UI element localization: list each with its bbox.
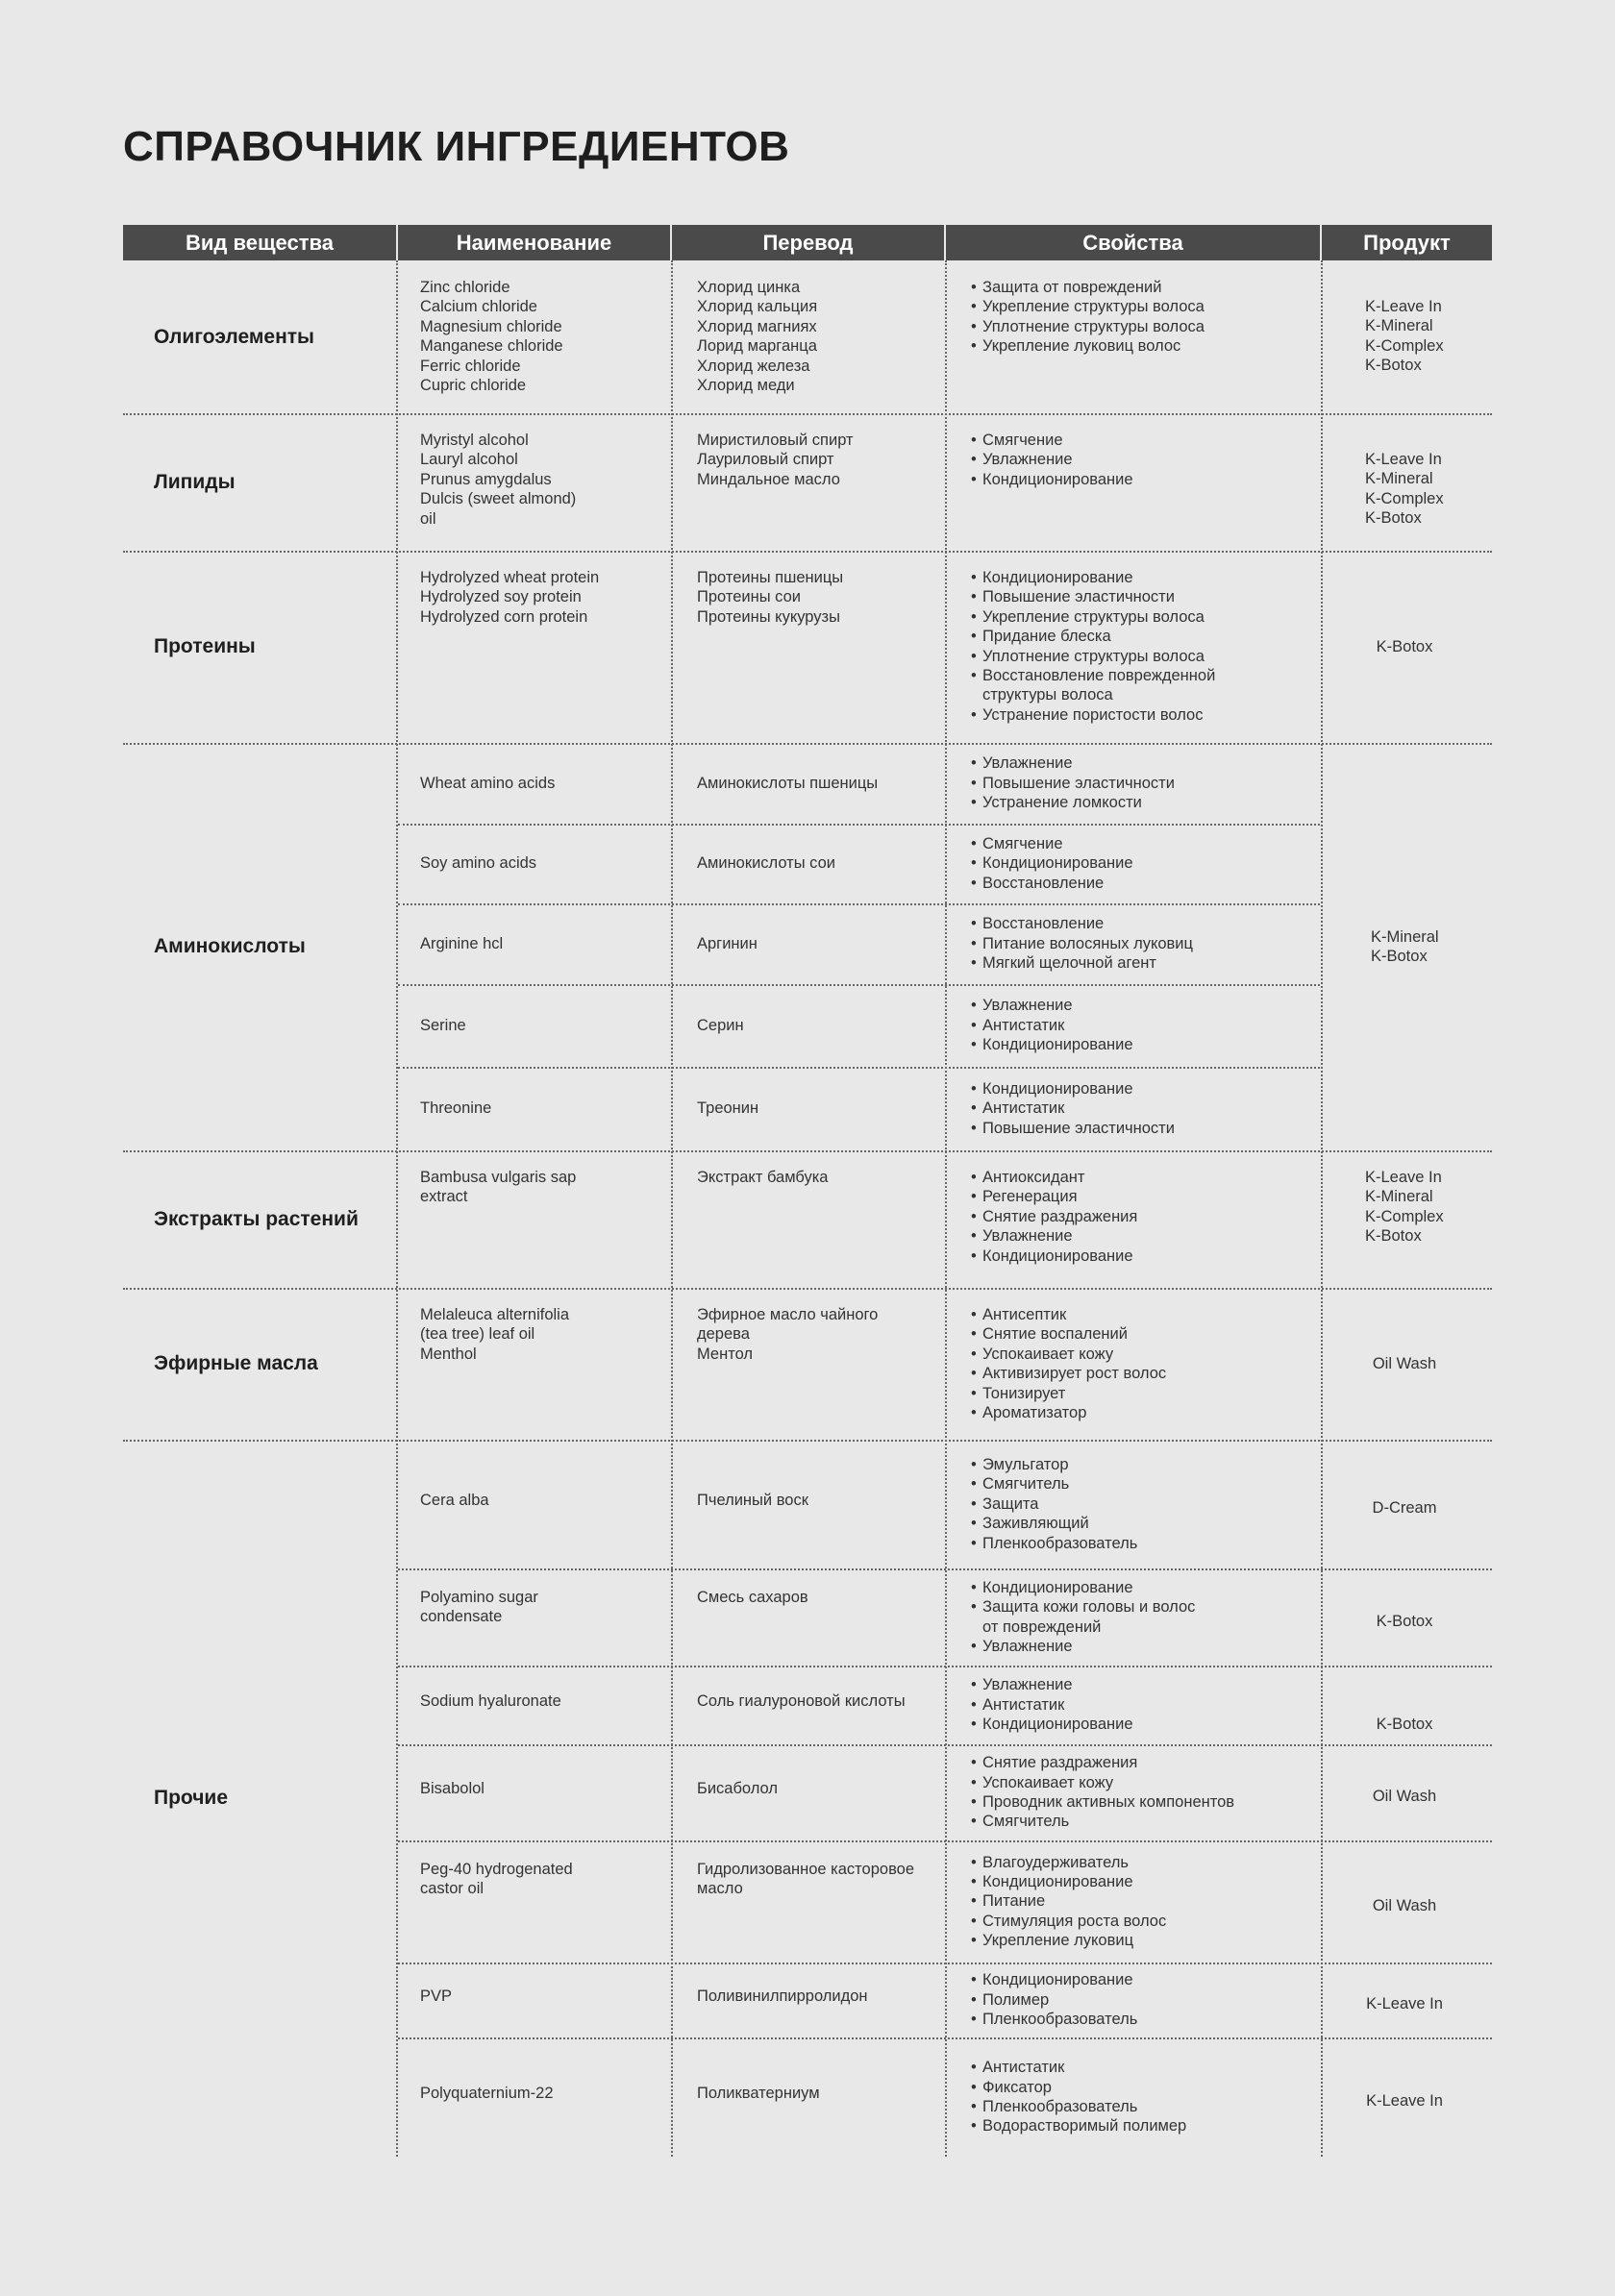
text-line: Поликватерниум: [697, 2084, 820, 2102]
row-divider: [398, 1840, 1492, 1842]
ingredient-translation: [697, 853, 835, 873]
text-line: K-Leave In: [1365, 1169, 1442, 1186]
row-divider: [398, 1067, 1320, 1069]
property-item: структуры волоса: [982, 686, 1113, 704]
text-line: Hydrolyzed wheat protein: [420, 569, 600, 586]
column-divider: [1321, 260, 1323, 2157]
property-item: • Кондиционирование: [971, 1970, 1137, 1989]
property-item: • Устранение ломкости: [971, 793, 1175, 812]
property-item: • Кондиционирование: [971, 1578, 1195, 1597]
text-line: Lauryl alcohol: [420, 451, 518, 469]
text-line: Протеины пшеницы: [697, 569, 844, 586]
property-item: • Регенерация: [971, 1187, 1137, 1206]
text-line: Dulcis (sweet almond): [420, 490, 577, 508]
ingredient-properties: [971, 1168, 1137, 1266]
category-label: Липиды: [154, 470, 236, 493]
ingredient-translation: [697, 1491, 808, 1510]
text-line: Melaleuca alternifolia: [420, 1306, 570, 1323]
text-line: Serine: [420, 1016, 466, 1034]
ingredient-properties: [971, 1455, 1137, 1553]
ingredient-properties: [971, 1079, 1175, 1138]
property-item: • Проводник активных компонентов: [971, 1792, 1234, 1812]
product-list: [1323, 637, 1486, 656]
text-line: K-Complex: [1365, 489, 1444, 507]
text-line: K-Mineral: [1365, 470, 1433, 488]
group-divider: [123, 551, 1492, 553]
property-item: • Водорастворимый полимер: [971, 2116, 1186, 2136]
product-list: [1371, 927, 1505, 967]
ingredient-properties: [971, 1853, 1166, 1951]
text-line: oil: [420, 509, 436, 528]
text-line: K-Complex: [1365, 1207, 1444, 1225]
product-label: K-Leave In: [1366, 1994, 1443, 2012]
ingredient-name: [420, 431, 576, 529]
product-label: K-Botox: [1376, 1612, 1433, 1630]
group-divider: [123, 1440, 1492, 1442]
group-divider: [123, 743, 1492, 745]
text-line: Menthol: [420, 1345, 477, 1363]
property-item: • Укрепление луковиц волос: [971, 336, 1205, 356]
ingredient-name: [420, 1099, 491, 1118]
text-line: Бисаболол: [697, 1779, 778, 1797]
property-item: • Кондиционирование: [971, 853, 1133, 873]
ingredient-name: [420, 568, 599, 627]
text-line: Поливинилпирролидон: [697, 1987, 868, 2005]
text-line: Аминокислоты сои: [697, 854, 835, 873]
property-item: • Пленкообразователь: [971, 1534, 1137, 1553]
property-item: • Защита: [971, 1494, 1137, 1514]
ingredient-properties: [971, 568, 1215, 725]
property-item: • Восстановление: [971, 914, 1193, 933]
ingredient-name: [420, 1168, 576, 1207]
product-list: [1323, 1354, 1486, 1373]
text-line: Хлорид магниях: [697, 317, 817, 335]
property-item: • Влагоудерживатель: [971, 1853, 1166, 1872]
text-line: Миристиловый спирт: [697, 432, 854, 449]
property-item: • Пленкообразователь: [971, 2010, 1137, 2029]
ingredient-translation: [697, 278, 817, 395]
property-item: • Восстановление поврежденной: [971, 666, 1215, 685]
property-item: • Стимуляция роста волос: [971, 1912, 1166, 1931]
text-line: Протеины сои: [697, 588, 801, 606]
ingredient-name: [420, 278, 563, 395]
text-line: Cera alba: [420, 1491, 489, 1509]
property-item: • Кондиционирование: [971, 1247, 1137, 1266]
text-line: Soy amino acids: [420, 854, 537, 873]
text-line: (tea tree) leaf oil: [420, 1325, 535, 1344]
property-item: • Увлажнение: [971, 450, 1133, 469]
ingredient-name: [420, 1491, 489, 1510]
text-line: Oil Wash: [1372, 1354, 1437, 1372]
text-line: K-Botox: [1365, 1227, 1422, 1246]
text-line: K-Mineral: [1365, 1188, 1433, 1206]
property-item: • Смягчение: [971, 431, 1133, 450]
property-item: • Снятие воспалений: [971, 1324, 1166, 1344]
text-line: K-Botox: [1365, 509, 1422, 528]
ingredient-translation: [697, 1691, 906, 1711]
text-line: Myristyl alcohol: [420, 432, 529, 449]
ingredient-translation: [697, 1168, 828, 1187]
text-line: Лорид марганца: [697, 337, 817, 356]
text-line: Polyamino sugar: [420, 1589, 538, 1606]
text-line: Magnesium chloride: [420, 317, 562, 335]
property-item: • Антисептик: [971, 1305, 1166, 1324]
property-item: • Увлажнение: [971, 1675, 1133, 1694]
property-item: • Снятие раздражения: [971, 1753, 1234, 1772]
property-item: • Мягкий щелочной агент: [971, 953, 1193, 973]
ingredient-properties: [971, 1675, 1133, 1734]
header-name: Наименование: [398, 225, 670, 260]
row-divider: [398, 984, 1320, 986]
property-item: • Питание волосяных луковиц: [971, 934, 1193, 953]
property-item: • Увлажнение: [971, 996, 1133, 1015]
text-line: Аминокислоты пшеницы: [697, 774, 879, 792]
ingredient-name: [420, 1588, 538, 1627]
ingredient-name: [420, 934, 503, 953]
ingredient-translation: [697, 568, 843, 627]
property-item: • Кондиционирование: [971, 1035, 1133, 1054]
property-item: • Увлажнение: [971, 1637, 1195, 1656]
property-item: • Уплотнение структуры волоса: [971, 317, 1205, 336]
property-item: • Смягчение: [971, 834, 1133, 853]
property-item: • Повышение эластичности: [971, 774, 1175, 793]
text-line: Аргинин: [697, 934, 758, 952]
property-item: • Уплотнение структуры волоса: [971, 647, 1215, 666]
category-label: Эфирные масла: [154, 1352, 318, 1374]
category-label: Прочие: [154, 1787, 229, 1809]
property-item: • Восстановление: [971, 874, 1133, 893]
text-line: Лауриловый спирт: [697, 451, 834, 469]
row-divider: [398, 1744, 1492, 1746]
text-line: K-Botox: [1371, 948, 1428, 965]
text-line: Протеины кукурузы: [697, 607, 840, 626]
row-divider: [398, 1568, 1492, 1570]
text-line: Соль гиалуроновой кислоты: [697, 1691, 906, 1710]
ingredient-translation: [697, 1860, 914, 1899]
property-item: • Укрепление луковиц: [971, 1931, 1166, 1950]
text-line: дерева: [697, 1325, 750, 1344]
text-line: Bisabolol: [420, 1779, 484, 1797]
text-line: K-Leave In: [1365, 451, 1442, 468]
ingredient-properties: [971, 1753, 1234, 1832]
category-label: Экстракты растений: [154, 1207, 359, 1230]
product-label: K-Leave In: [1366, 2091, 1443, 2110]
product-label: D-Cream: [1372, 1498, 1437, 1517]
ingredient-name: [420, 853, 536, 873]
text-line: Хлорид меди: [697, 377, 795, 395]
text-line: масло: [697, 1880, 743, 1898]
text-line: Ментол: [697, 1345, 754, 1363]
text-line: Hydrolyzed soy protein: [420, 588, 582, 606]
property-item: • Кондиционирование: [971, 1715, 1133, 1734]
property-item: • Устранение пористости волос: [971, 705, 1215, 725]
text-line: Треонин: [697, 1099, 759, 1118]
ingredient-translation: [697, 774, 878, 793]
text-line: Гидролизованное касторовое: [697, 1861, 915, 1878]
text-line: Hydrolyzed corn protein: [420, 607, 588, 626]
property-item: • Ароматизатор: [971, 1403, 1166, 1422]
text-line: Threonine: [420, 1099, 492, 1118]
header-translation: Перевод: [672, 225, 944, 260]
product-label: Oil Wash: [1372, 1896, 1437, 1914]
text-line: K-Leave In: [1365, 298, 1442, 315]
group-divider: [123, 1288, 1492, 1290]
property-item: • Антистатик: [971, 2058, 1186, 2077]
property-item: • Защита от повреждений: [971, 278, 1205, 297]
product-list: [1365, 450, 1500, 529]
property-item: • Смягчитель: [971, 1812, 1234, 1831]
ingredient-name: [420, 774, 555, 793]
property-item: • Смягчитель: [971, 1474, 1137, 1494]
property-item: • Успокаивает кожу: [971, 1773, 1234, 1792]
text-line: condensate: [420, 1608, 503, 1626]
column-divider: [945, 260, 947, 2157]
ingredient-name: [420, 1691, 561, 1711]
property-item: • Успокаивает кожу: [971, 1345, 1166, 1364]
row-divider: [398, 2037, 1492, 2039]
ingredient-properties: [971, 1970, 1137, 2029]
row-divider: [398, 1666, 1492, 1667]
text-line: Peg-40 hydrogenated: [420, 1861, 573, 1878]
ingredient-properties: [971, 1305, 1166, 1422]
ingredient-properties: [971, 1578, 1195, 1657]
text-line: extract: [420, 1188, 468, 1206]
ingredient-translation: [697, 1588, 808, 1607]
ingredient-translation: [697, 431, 854, 489]
column-divider: [396, 260, 398, 2157]
text-line: Manganese chloride: [420, 337, 563, 356]
header-product: Продукт: [1322, 225, 1492, 260]
property-item: • Повышение эластичности: [971, 587, 1215, 606]
property-item: • Полимер: [971, 1990, 1137, 2010]
text-line: Эфирное масло чайного: [697, 1306, 879, 1323]
property-item: • Антистатик: [971, 1016, 1133, 1035]
ingredient-name: [420, 1987, 452, 2006]
property-item: • Повышение эластичности: [971, 1119, 1175, 1138]
ingredient-properties: [971, 431, 1133, 489]
ingredient-properties: [971, 914, 1193, 973]
ingredient-name: [420, 1860, 573, 1899]
ingredient-translation: [697, 1987, 868, 2006]
ingredient-properties: [971, 753, 1175, 812]
text-line: Sodium hyaluronate: [420, 1691, 561, 1710]
product-label: Oil Wash: [1372, 1787, 1437, 1805]
ingredient-properties: [971, 2058, 1186, 2136]
text-line: Prunus amygdalus: [420, 470, 552, 488]
property-item: • Кондиционирование: [971, 1872, 1166, 1891]
text-line: PVP: [420, 1987, 453, 2005]
column-divider: [671, 260, 673, 2157]
text-line: K-Mineral: [1365, 317, 1433, 335]
header-category: Вид вещества: [123, 225, 396, 260]
property-item: • Заживляющий: [971, 1514, 1137, 1533]
ingredient-translation: [697, 1779, 778, 1798]
text-line: Хлорид кальция: [697, 298, 818, 316]
property-item: • Кондиционирование: [971, 470, 1133, 489]
text-line: Экстракт бамбука: [697, 1169, 829, 1186]
page-title: СПРАВОЧНИК ИНГРЕДИЕНТОВ: [123, 123, 790, 170]
product-list: [1365, 1168, 1500, 1247]
text-line: K-Botox: [1365, 357, 1422, 375]
text-line: Zinc chloride: [420, 279, 510, 296]
text-line: Пчелиный воск: [697, 1491, 808, 1509]
text-line: Bambusa vulgaris sap: [420, 1169, 577, 1186]
property-item: • Защита кожи головы и волос: [971, 1597, 1195, 1617]
property-item: • Снятие раздражения: [971, 1207, 1137, 1226]
ingredient-name: [420, 1305, 569, 1364]
ingredient-properties: [971, 996, 1133, 1054]
property-item: • Тонизирует: [971, 1384, 1166, 1403]
text-line: Ferric chloride: [420, 357, 521, 375]
ingredient-translation: [697, 2084, 820, 2103]
text-line: K-Complex: [1365, 336, 1444, 355]
property-item: от повреждений: [982, 1617, 1102, 1636]
property-item: • Пленкообразователь: [971, 2097, 1186, 2116]
property-item: • Кондиционирование: [971, 568, 1215, 587]
property-item: • Антистатик: [971, 1695, 1133, 1715]
property-item: • Эмульгатор: [971, 1455, 1137, 1474]
text-line: castor oil: [420, 1880, 484, 1898]
row-divider: [398, 824, 1320, 826]
group-divider: [123, 1150, 1492, 1152]
ingredient-translation: [697, 1099, 758, 1118]
text-line: Серин: [697, 1016, 744, 1034]
text-line: Хлорид цинка: [697, 279, 801, 296]
row-divider: [398, 1963, 1492, 1964]
property-item: • Антиоксидант: [971, 1168, 1137, 1187]
group-divider: [123, 413, 1492, 415]
property-item: • Придание блеска: [971, 627, 1215, 646]
property-item: • Увлажнение: [971, 753, 1175, 773]
text-line: Хлорид железа: [697, 357, 810, 375]
text-line: Polyquaternium-22: [420, 2084, 554, 2102]
property-item: • Фиксатор: [971, 2078, 1186, 2097]
property-item: • Антистатик: [971, 1099, 1175, 1118]
text-line: K-Mineral: [1371, 927, 1439, 946]
product-list: [1365, 297, 1500, 376]
property-item: • Укрепление структуры волоса: [971, 297, 1205, 316]
category-label: Аминокислоты: [154, 935, 306, 957]
category-label: Протеины: [154, 635, 256, 657]
ingredient-translation: [697, 1305, 878, 1364]
ingredient-translation: [697, 1016, 744, 1035]
text-line: Calcium chloride: [420, 298, 537, 316]
text-line: Cupric chloride: [420, 377, 527, 395]
product-label: K-Botox: [1376, 1715, 1433, 1733]
ingredient-properties: [971, 278, 1205, 357]
ingredient-name: [420, 1016, 466, 1035]
property-item: • Увлажнение: [971, 1226, 1137, 1246]
property-item: • Кондиционирование: [971, 1079, 1175, 1099]
ingredient-properties: [971, 834, 1133, 893]
text-line: Wheat amino acids: [420, 774, 556, 792]
ingredient-name: [420, 1779, 484, 1798]
category-label: Олигоэлементы: [154, 325, 314, 348]
property-item: • Питание: [971, 1891, 1166, 1911]
property-item: • Укрепление структуры волоса: [971, 607, 1215, 627]
text-line: Arginine hcl: [420, 934, 504, 952]
row-divider: [398, 903, 1320, 905]
text-line: Миндальное масло: [697, 470, 840, 488]
property-item: • Активизирует рост волос: [971, 1364, 1166, 1383]
ingredient-name: [420, 2084, 554, 2103]
text-line: Смесь сахаров: [697, 1589, 808, 1606]
text-line: K-Botox: [1376, 637, 1433, 655]
ingredient-translation: [697, 934, 758, 953]
header-properties: Свойства: [946, 225, 1320, 260]
